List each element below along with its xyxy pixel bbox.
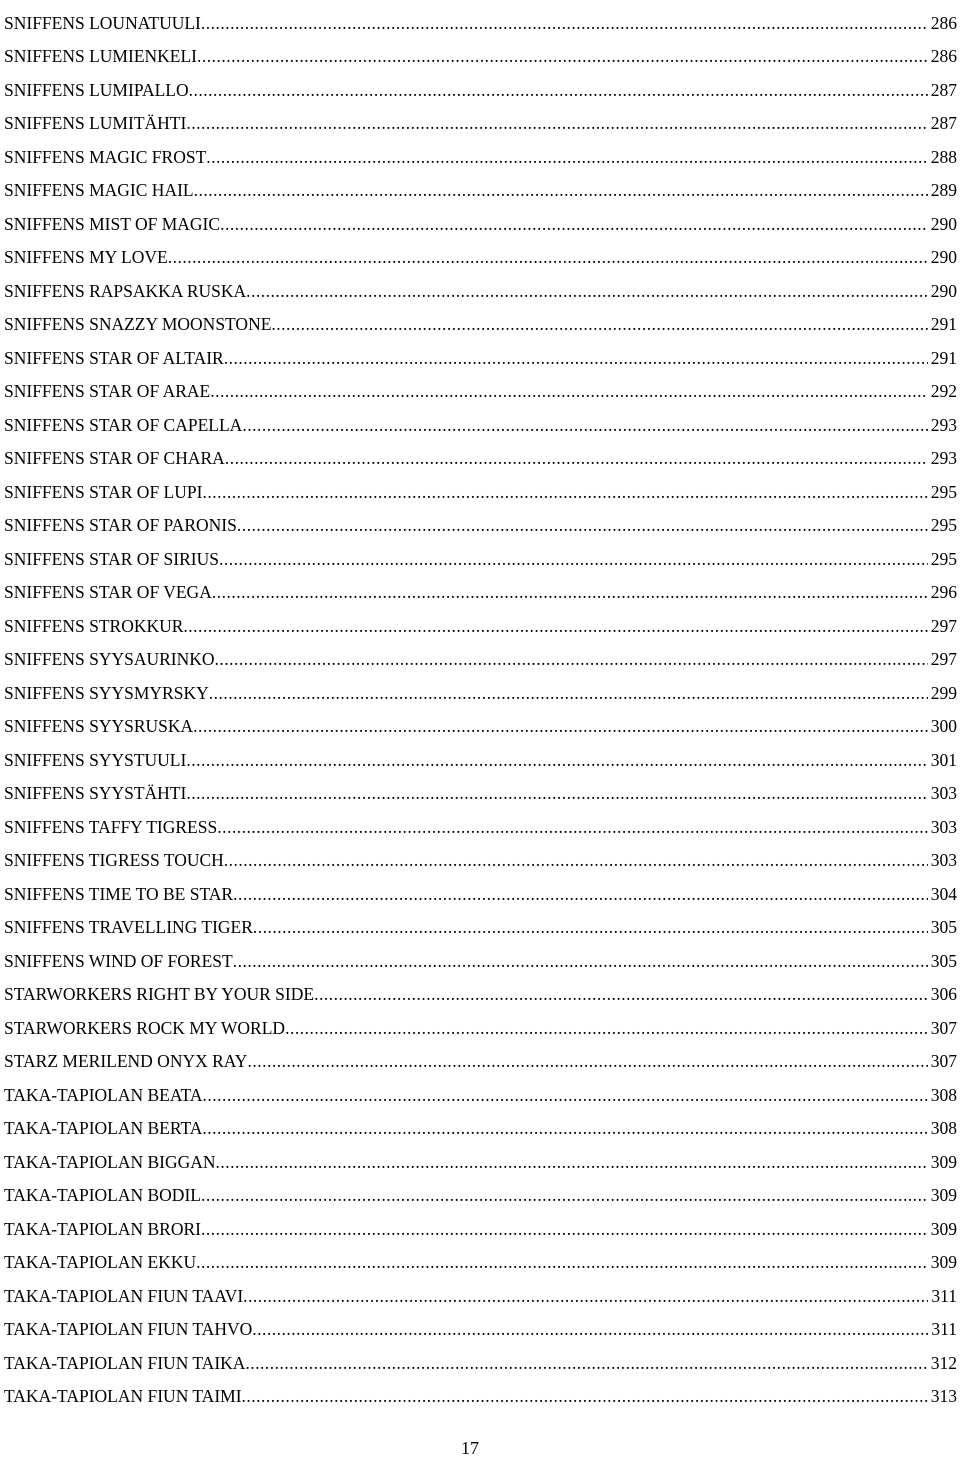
toc-entry[interactable] <box>4 1374 957 1408</box>
toc-entry[interactable] <box>4 570 957 604</box>
toc-dot-leader <box>217 817 928 838</box>
toc-dot-leader <box>194 180 928 201</box>
toc-entry-page: 313 <box>930 1386 957 1406</box>
toc-entry-page: 308 <box>930 1084 957 1105</box>
toc-dot-leader <box>271 314 927 335</box>
toc-entry[interactable] <box>4 737 957 771</box>
toc-dot-leader <box>201 13 928 34</box>
toc-dot-leader <box>196 1252 928 1273</box>
toc-entry-title: TAKA-TAPIOLAN FIUN TAHVO <box>4 1319 253 1339</box>
toc-dot-leader <box>202 482 927 503</box>
toc-entry-title: SNIFFENS TAFFY TIGRESS <box>4 816 218 837</box>
toc-entry-title: TAKA-TAPIOLAN BEATA <box>4 1084 203 1105</box>
toc-entry-page: 307 <box>930 1051 957 1071</box>
toc-entry-page: 297 <box>930 615 957 636</box>
toc-dot-leader <box>206 147 927 168</box>
toc-entry-title: SNIFFENS SYYSMYRSKY <box>4 682 209 703</box>
toc-entry-title: SNIFFENS STAR OF CHARA <box>4 448 225 468</box>
toc-entry-page: 293 <box>930 414 957 435</box>
toc-entry-title: TAKA-TAPIOLAN FIUN TAAVI <box>4 1285 244 1306</box>
toc-dot-leader <box>197 46 928 67</box>
toc-entry-page: 287 <box>930 79 957 100</box>
toc-dot-leader <box>245 1353 927 1374</box>
toc-entry-page: 309 <box>930 1185 957 1205</box>
toc-entry-title: TAKA-TAPIOLAN BODIL <box>4 1185 201 1205</box>
toc-dot-leader <box>212 582 928 603</box>
toc-entry-page: 295 <box>930 481 957 502</box>
toc-entry-title: SNIFFENS STAR OF SIRIUS <box>4 548 219 569</box>
toc-entry-title: TAKA-TAPIOLAN BRORI <box>4 1218 201 1239</box>
toc-dot-leader <box>202 1118 927 1139</box>
toc-entry[interactable] <box>4 235 957 269</box>
toc-entry-title: TAKA-TAPIOLAN BERTA <box>4 1118 203 1138</box>
toc-entry-title: SNIFFENS TIGRESS TOUCH <box>4 850 224 870</box>
toc-entry-title: TAKA-TAPIOLAN EKKU <box>4 1252 197 1272</box>
toc-dot-leader <box>314 984 928 1005</box>
toc-entry[interactable] <box>4 1106 957 1140</box>
toc-entry-page: 311 <box>931 1319 957 1339</box>
toc-dot-leader <box>201 1219 928 1240</box>
toc-dot-leader <box>215 649 928 670</box>
toc-entry-page: 289 <box>930 180 957 200</box>
toc-entry-page: 301 <box>930 749 957 770</box>
toc-entry[interactable] <box>4 302 957 336</box>
toc-entry[interactable] <box>4 268 957 302</box>
toc-entry[interactable] <box>4 771 957 805</box>
toc-entry-page: 287 <box>930 113 957 133</box>
toc-entry-page: 291 <box>930 314 957 334</box>
toc-entry-page: 307 <box>930 1017 957 1038</box>
toc-entry[interactable] <box>4 134 957 168</box>
toc-entry[interactable] <box>4 603 957 637</box>
toc-entry-page: 286 <box>930 12 957 33</box>
toc-entry-page: 288 <box>930 146 957 167</box>
toc-entry[interactable] <box>4 168 957 202</box>
toc-entry[interactable] <box>4 503 957 537</box>
toc-dot-leader <box>237 515 928 536</box>
toc-dot-leader <box>243 1286 928 1307</box>
toc-dot-leader <box>186 113 927 134</box>
toc-entry-page: 295 <box>930 548 957 569</box>
toc-entry-title: SNIFFENS WIND OF FOREST <box>4 950 233 971</box>
toc-entry-title: SNIFFENS STAR OF PARONIS <box>4 515 237 535</box>
toc-entry[interactable] <box>4 67 957 101</box>
toc-dot-leader <box>242 1386 928 1407</box>
toc-entry[interactable] <box>4 0 957 34</box>
toc-dot-leader <box>186 783 927 804</box>
toc-dot-leader <box>253 917 928 938</box>
toc-entry[interactable] <box>4 838 957 872</box>
toc-entry-title: SNIFFENS MAGIC HAIL <box>4 180 194 200</box>
toc-entry-title: SNIFFENS SNAZZY MOONSTONE <box>4 314 272 334</box>
toc-entry-page: 309 <box>930 1252 957 1272</box>
toc-entry[interactable] <box>4 369 957 403</box>
toc-dot-leader <box>219 549 928 570</box>
toc-entry[interactable] <box>4 1307 957 1341</box>
toc-entry-title: SNIFFENS SYYSTUULI <box>4 749 187 770</box>
toc-entry[interactable] <box>4 1240 957 1274</box>
toc-dot-leader <box>252 1319 928 1340</box>
toc-dot-leader <box>189 80 928 101</box>
toc-dot-leader <box>247 1051 927 1072</box>
toc-entry-title: SNIFFENS STAR OF ALTAIR <box>4 347 224 368</box>
toc-entry[interactable] <box>4 637 957 671</box>
toc-entry[interactable] <box>4 1273 957 1307</box>
toc-entry-title: SNIFFENS STAR OF CAPELLA <box>4 414 243 435</box>
toc-entry-page: 311 <box>931 1285 957 1306</box>
toc-entry-title: STARWORKERS RIGHT BY YOUR SIDE <box>4 984 315 1004</box>
toc-entry-page: 304 <box>930 883 957 904</box>
toc-entry-title: SNIFFENS SYYSAURINKO <box>4 649 215 669</box>
toc-entry[interactable] <box>4 1072 957 1106</box>
toc-entry[interactable] <box>4 34 957 68</box>
toc-entry[interactable] <box>4 1340 957 1374</box>
toc-entry-title: SNIFFENS MAGIC FROST <box>4 146 207 167</box>
toc-entry-page: 303 <box>930 816 957 837</box>
toc-entry-page: 303 <box>930 783 957 803</box>
toc-entry-title: SNIFFENS STROKKUR <box>4 615 184 636</box>
toc-entry[interactable] <box>4 469 957 503</box>
toc-entry-page: 286 <box>930 46 957 66</box>
toc-entry[interactable] <box>4 1206 957 1240</box>
toc-entry-title: SNIFFENS STAR OF VEGA <box>4 582 212 602</box>
toc-entry-page: 291 <box>930 347 957 368</box>
toc-dot-leader <box>201 1185 928 1206</box>
table-of-contents <box>4 0 957 1407</box>
toc-entry[interactable] <box>4 1139 957 1173</box>
toc-entry-title: SNIFFENS TRAVELLING TIGER <box>4 917 253 937</box>
toc-dot-leader <box>233 884 928 905</box>
toc-entry[interactable] <box>4 670 957 704</box>
toc-entry-page: 297 <box>930 649 957 669</box>
toc-entry-title: SNIFFENS STAR OF LUPI <box>4 481 203 502</box>
toc-entry-page: 292 <box>930 381 957 401</box>
toc-entry-title: SNIFFENS LOUNATUULI <box>4 12 201 33</box>
page-number: 17 <box>461 1438 479 1458</box>
toc-entry[interactable] <box>4 804 957 838</box>
toc-dot-leader <box>186 750 927 771</box>
toc-dot-leader <box>168 247 928 268</box>
toc-entry-title: SNIFFENS MY LOVE <box>4 247 168 267</box>
toc-entry-page: 293 <box>930 448 957 468</box>
toc-dot-leader <box>210 381 928 402</box>
toc-entry-title: SNIFFENS TIME TO BE STAR <box>4 883 234 904</box>
toc-entry-title: TAKA-TAPIOLAN BIGGAN <box>4 1151 216 1172</box>
toc-entry-title: SNIFFENS LUMITÄHTI <box>4 113 187 133</box>
toc-entry-title: STARZ MERILEND ONYX RAY <box>4 1051 248 1071</box>
toc-dot-leader <box>285 1018 928 1039</box>
toc-entry-page: 306 <box>930 984 957 1004</box>
toc-entry[interactable] <box>4 704 957 738</box>
toc-dot-leader <box>242 415 927 436</box>
toc-entry-page: 290 <box>930 280 957 301</box>
toc-entry-page: 299 <box>930 682 957 703</box>
toc-entry-page: 312 <box>930 1352 957 1373</box>
toc-entry-title: SNIFFENS MIST OF MAGIC <box>4 213 221 234</box>
toc-entry-title: SNIFFENS SYYSRUSKA <box>4 716 194 736</box>
toc-entry-page: 309 <box>930 1151 957 1172</box>
toc-entry[interactable] <box>4 972 957 1006</box>
toc-dot-leader <box>233 951 928 972</box>
toc-entry[interactable] <box>4 871 957 905</box>
toc-dot-leader <box>224 348 928 369</box>
toc-entry[interactable] <box>4 201 957 235</box>
toc-entry-page: 300 <box>930 716 957 736</box>
toc-entry-page: 303 <box>930 850 957 870</box>
toc-entry-page: 309 <box>930 1218 957 1239</box>
toc-dot-leader <box>220 214 928 235</box>
toc-entry-page: 290 <box>930 247 957 267</box>
toc-entry-page: 296 <box>930 582 957 602</box>
toc-entry[interactable] <box>4 1005 957 1039</box>
toc-entry-title: SNIFFENS STAR OF ARAE <box>4 381 211 401</box>
toc-entry[interactable] <box>4 905 957 939</box>
toc-entry[interactable] <box>4 402 957 436</box>
toc-entry[interactable] <box>4 436 957 470</box>
toc-entry-page: 290 <box>930 213 957 234</box>
toc-dot-leader <box>224 850 928 871</box>
toc-entry[interactable] <box>4 938 957 972</box>
toc-entry-page: 305 <box>930 950 957 971</box>
toc-entry[interactable] <box>4 536 957 570</box>
toc-entry[interactable] <box>4 1173 957 1207</box>
toc-entry[interactable] <box>4 101 957 135</box>
toc-dot-leader <box>202 1085 927 1106</box>
toc-dot-leader <box>183 616 927 637</box>
toc-entry-title: TAKA-TAPIOLAN FIUN TAIMI <box>4 1386 242 1406</box>
toc-entry-title: SNIFFENS LUMIPALLO <box>4 79 189 100</box>
toc-dot-leader <box>246 281 928 302</box>
toc-entry[interactable] <box>4 335 957 369</box>
toc-dot-leader <box>216 1152 928 1173</box>
toc-entry-title: STARWORKERS ROCK MY WORLD <box>4 1017 286 1038</box>
toc-entry-page: 305 <box>930 917 957 937</box>
toc-entry-title: TAKA-TAPIOLAN FIUN TAIKA <box>4 1352 246 1373</box>
toc-entry[interactable] <box>4 1039 957 1073</box>
toc-entry-title: SNIFFENS RAPSAKKA RUSKA <box>4 280 247 301</box>
toc-entry-title: SNIFFENS SYYSTÄHTI <box>4 783 187 803</box>
toc-entry-page: 308 <box>930 1118 957 1138</box>
toc-entry-title: SNIFFENS LUMIENKELI <box>4 46 197 66</box>
toc-dot-leader <box>225 448 928 469</box>
toc-dot-leader <box>193 716 928 737</box>
toc-entry-page: 295 <box>930 515 957 535</box>
toc-dot-leader <box>209 683 928 704</box>
